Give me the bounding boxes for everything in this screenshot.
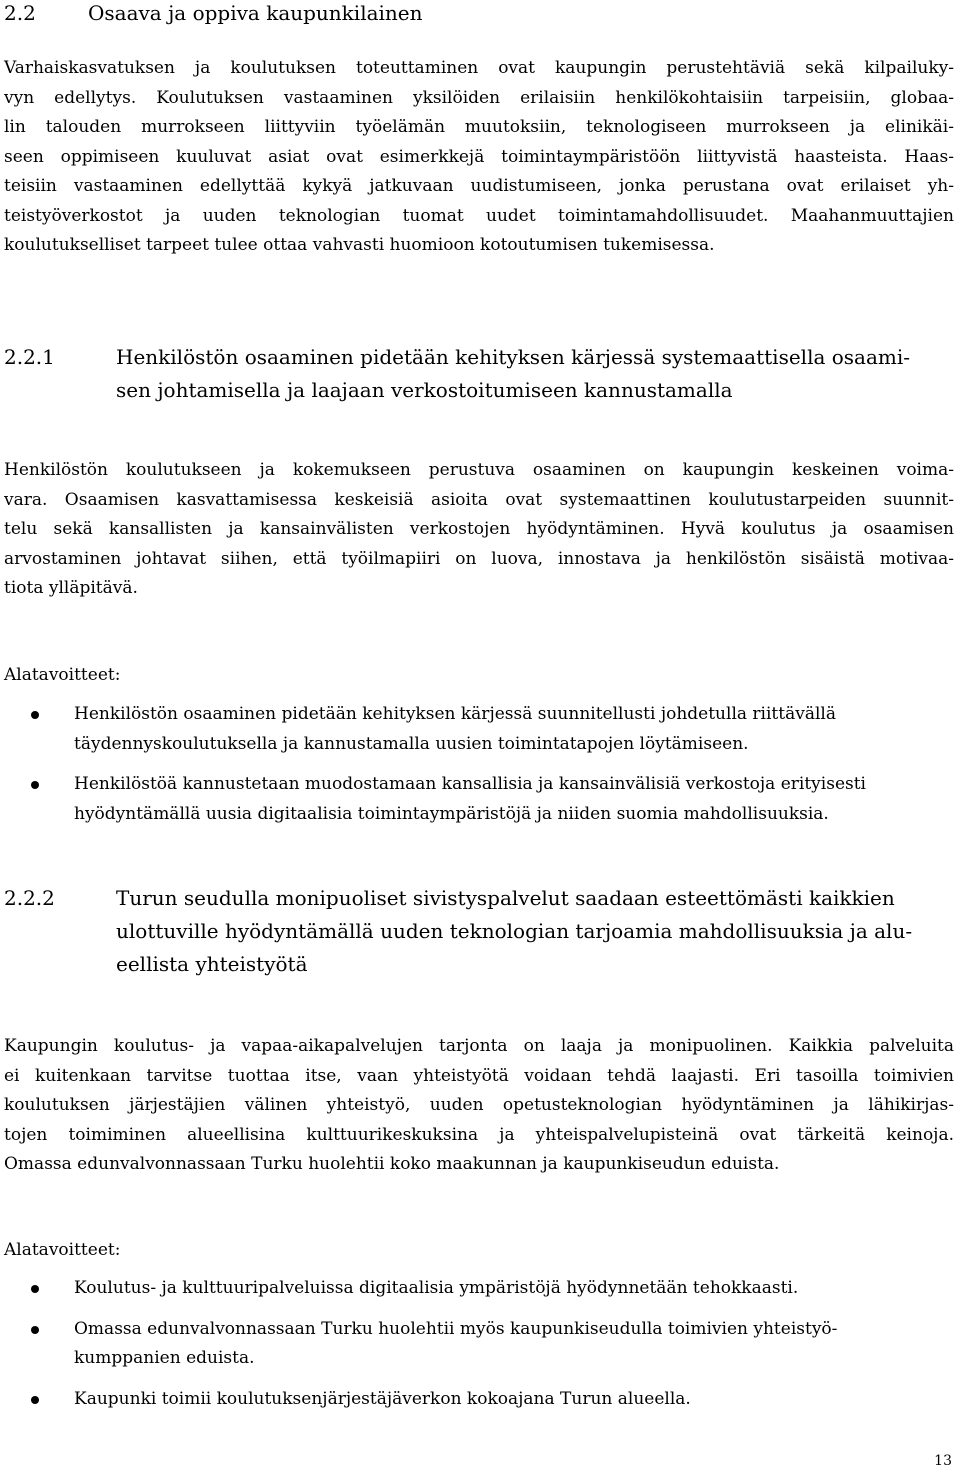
list-item-line: kumppanien eduista. [74, 1348, 255, 1368]
subgoals-label: Alatavoitteet: [4, 665, 121, 685]
bullet-icon [31, 781, 39, 789]
paragraph-line: teisiin vastaaminen edellyttää kykyä jatkuvaan uudistumiseen, jonka perustana ovat erilaiset yh- [4, 176, 954, 196]
bullet-icon [31, 711, 39, 719]
list-item [4, 770, 954, 829]
paragraph-line: Omassa edunvalvonnassaan Turku huolehtii koko maakunnan ja kaupunkiseudun eduista. [4, 1154, 780, 1174]
bullet-icon [31, 1396, 39, 1404]
subsection-paragraph [4, 456, 954, 604]
list-item-line: Kaupunki toimii koulutuksenjärjestäjäverkon kokoajana Turun alueella. [74, 1388, 691, 1409]
bullet-icon [31, 1326, 39, 1334]
paragraph-line: ei kuitenkaan tarvitse tuottaa itse, vaan yhteistyötä voidaan tehdä laajasti. Eri tasoilla toimivien [4, 1065, 954, 1086]
list-item-line: Koulutus- ja kulttuuripalveluissa digitaalisia ympäristöjä hyödynnetään tehokkaasti. [74, 1278, 799, 1298]
paragraph-line: arvostaminen johtavat siihen, että työilmapiiri on luova, innostava ja henkilöstön sisäistä motivaa- [4, 548, 954, 569]
list-item [4, 1274, 954, 1304]
subsection-paragraph [4, 1032, 954, 1180]
paragraph-line: Kaupungin koulutus- ja vapaa-aikapalvelujen tarjonta on laaja ja monipuolinen. Kaikkia palveluita [4, 1036, 954, 1056]
subsection-title-line: eellista yhteistyötä [116, 952, 308, 976]
paragraph-line: vara. Osaamisen kasvattamisessa keskeisiä asioita ovat systemaattinen koulutustarpeiden suunnit- [4, 489, 954, 510]
subsection-number: 2.2.1 [4, 345, 55, 369]
list-item-line: Henkilöstön osaaminen pidetään kehityksen kärjessä suunnitellusti johdetulla riittävällä [74, 704, 836, 724]
subsection-title-line: Henkilöstön osaaminen pidetään kehityksen kärjessä systemaattisella osaami- [116, 345, 911, 369]
list-item-line: hyödyntämällä uusia digitaalisia toimintaympäristöjä ja niiden suomia mahdollisuuksia. [74, 803, 829, 824]
list-item-line: Omassa edunvalvonnassaan Turku huolehtii myös kaupunkiseudulla toimivien yhteistyö- [74, 1318, 838, 1339]
list-item [4, 1315, 954, 1374]
list-item [4, 1385, 954, 1415]
intro-paragraph [4, 54, 954, 261]
subsection-title-line: sen johtamisella ja laajaan verkostoitumiseen kannustamalla [116, 378, 733, 402]
paragraph-line: seen oppimiseen kuuluvat asiat ovat esimerkkejä toimintaympäristöön liittyvistä haasteista. Haas- [4, 146, 954, 167]
subgoals-list [4, 1274, 954, 1425]
paragraph-line: Henkilöstön koulutukseen ja kokemukseen perustuva osaaminen on kaupungin keskeinen voima- [4, 460, 954, 480]
section-number: 2.2 [4, 1, 36, 25]
paragraph-line: tojen toimiminen alueellisina kulttuurikeskuksina ja yhteispalvelupisteinä ovat tärkeitä keinoja. [4, 1124, 954, 1145]
subsection-title-line: ulottuville hyödyntämällä uuden teknologian tarjoamia mahdollisuuksia ja alu- [116, 919, 913, 943]
list-item-line: Henkilöstöä kannustetaan muodostamaan kansallisia ja kansainvälisiä verkostoja erityisesti [74, 774, 866, 794]
paragraph-line: tiota ylläpitävä. [4, 578, 138, 598]
subsection-title [116, 341, 954, 407]
paragraph-line: teistyöverkostot ja uuden teknologian tuomat uudet toimintamahdollisuudet. Maahanmuuttajien [4, 205, 954, 226]
paragraph-line: lin talouden murrokseen liittyviin työelämän muutoksiin, teknologiseen murrokseen ja elinikäi- [4, 117, 954, 137]
bullet-icon [31, 1285, 39, 1293]
section-title: Osaava ja oppiva kaupunkilainen [88, 1, 423, 25]
paragraph-line: Varhaiskasvatuksen ja koulutuksen toteuttaminen ovat kaupungin perustehtäviä sekä kilpailuky- [4, 58, 954, 78]
subgoals-list [4, 700, 954, 840]
subsection-title-line: Turun seudulla monipuoliset sivistyspalvelut saadaan esteettömästi kaikkien [116, 886, 895, 910]
paragraph-line: vyn edellytys. Koulutuksen vastaaminen yksilöiden erilaisiin henkilökohtaisiin tarpeisiin, globaa- [4, 87, 954, 108]
list-item-line: täydennyskoulutuksella ja kannustamalla uusien toimintatapojen löytämiseen. [74, 733, 749, 754]
subsection-number: 2.2.2 [4, 886, 55, 910]
section-heading [4, 0, 423, 26]
subsection-title [116, 882, 954, 981]
list-item [4, 700, 954, 759]
paragraph-line: koulutuksen järjestäjien välinen yhteistyö, uuden opetusteknologian hyödyntäminen ja lähikirjas- [4, 1095, 954, 1115]
paragraph-line: telu sekä kansallisten ja kansainvälisten verkostojen hyödyntäminen. Hyvä koulutus ja osaamisen [4, 519, 954, 539]
paragraph-line: koulutukselliset tarpeet tulee ottaa vahvasti huomioon kotoutumisen tukemisessa. [4, 235, 715, 255]
subgoals-label: Alatavoitteet: [4, 1240, 121, 1260]
page-number: 13 [934, 1453, 952, 1469]
